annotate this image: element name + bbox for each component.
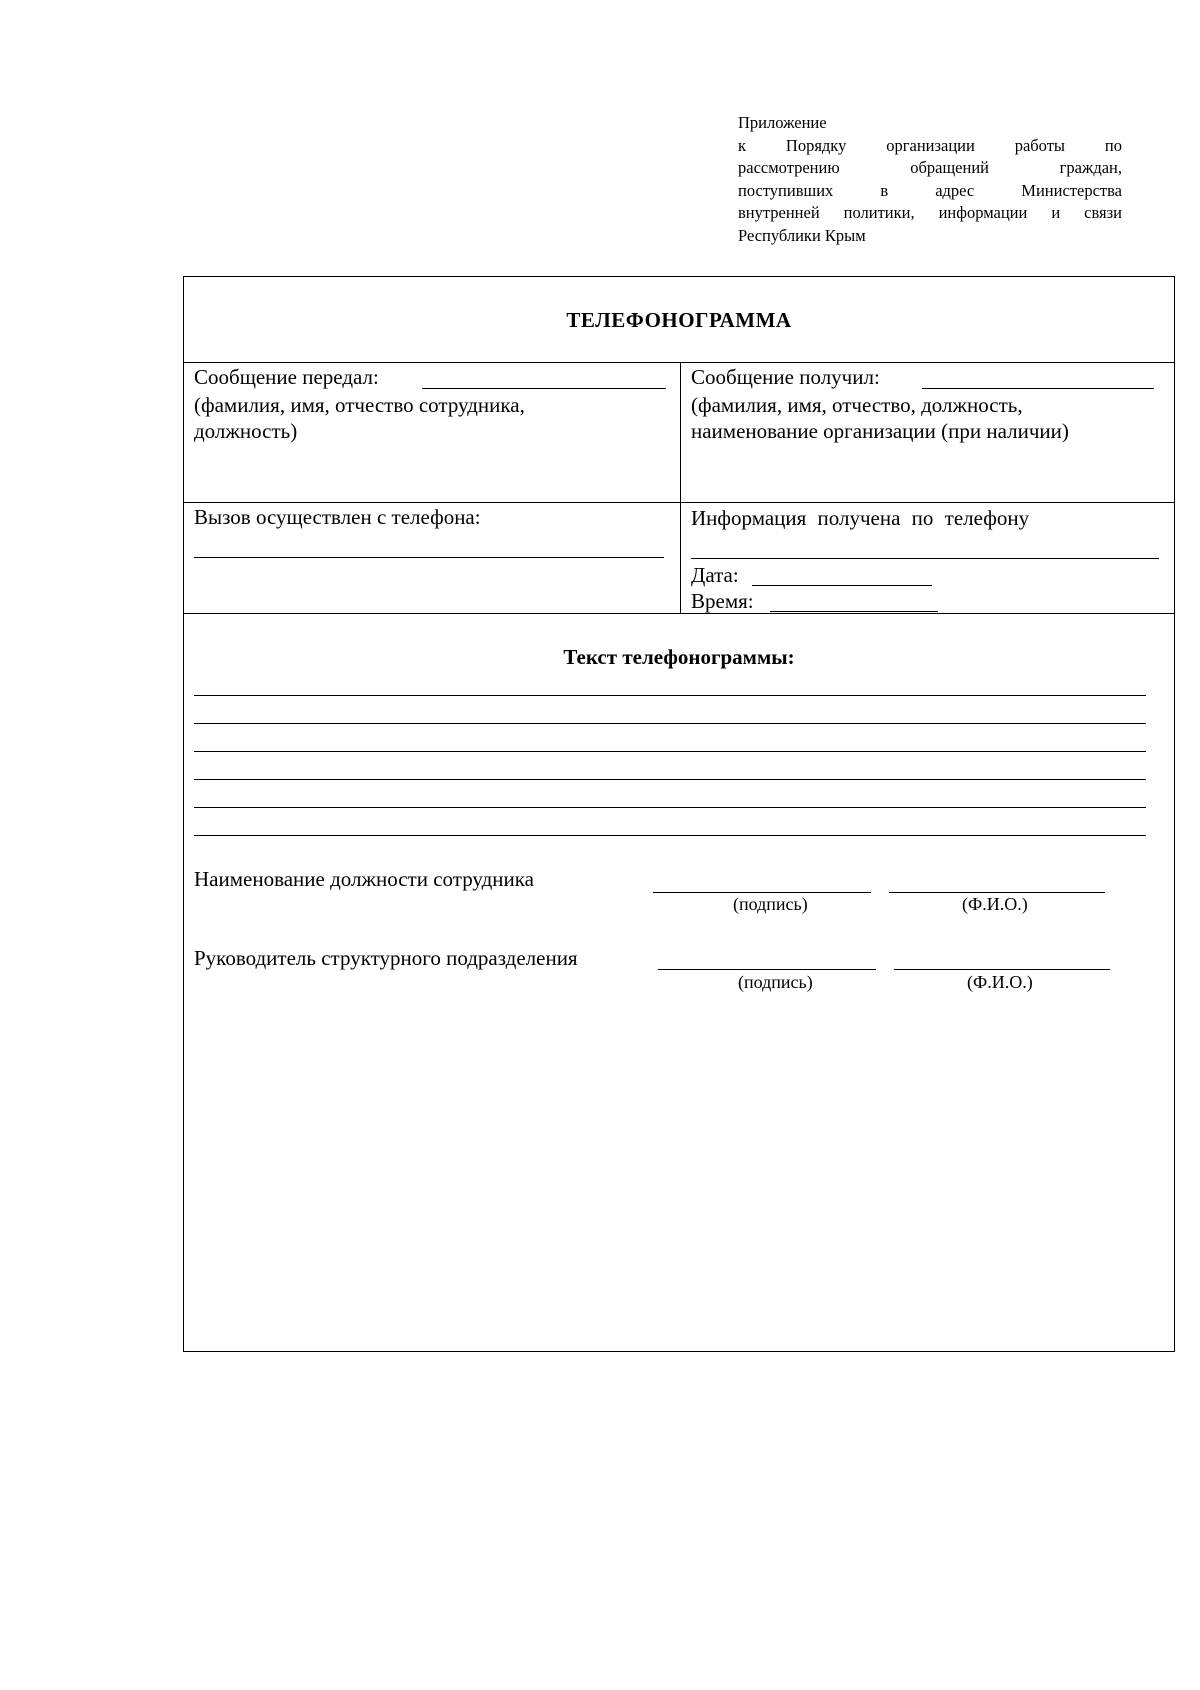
- receiver-hint: наименование организации (при наличии): [691, 419, 1069, 443]
- receiver-label: Сообщение получил:: [691, 365, 880, 389]
- call-from-label: Вызов осуществлен с телефона:: [194, 505, 481, 529]
- signature2-sign-line[interactable]: [658, 969, 876, 970]
- signature1-sign-line[interactable]: [653, 892, 871, 893]
- signature1-name-line[interactable]: [889, 892, 1105, 893]
- text-input-line[interactable]: [194, 835, 1146, 836]
- text-input-line[interactable]: [194, 779, 1146, 780]
- sender-input-line[interactable]: [422, 388, 666, 389]
- time-label: Время:: [691, 589, 754, 613]
- sender-label: Сообщение передал:: [194, 365, 379, 389]
- time-input-line[interactable]: [770, 611, 938, 612]
- text-input-line[interactable]: [194, 807, 1146, 808]
- signature2-name-caption: (Ф.И.О.): [967, 972, 1033, 992]
- signature1-label: Наименование должности сотрудника: [194, 867, 534, 891]
- text-input-line[interactable]: [194, 751, 1146, 752]
- signature2-label: Руководитель структурного подразделения: [194, 946, 578, 970]
- text-input-line[interactable]: [194, 723, 1146, 724]
- call-from-input-line[interactable]: [194, 557, 664, 558]
- table-divider: [183, 502, 1175, 503]
- appendix-line: к Порядку организации работы по: [738, 135, 1122, 155]
- column-divider: [680, 362, 681, 613]
- text-input-line[interactable]: [194, 695, 1146, 696]
- signature2-name-line[interactable]: [894, 969, 1110, 970]
- appendix-line: рассмотрению обращений граждан,: [738, 158, 1122, 177]
- receiver-input-line[interactable]: [922, 388, 1154, 389]
- appendix-line: внутренней политики, информации и связи: [738, 203, 1122, 222]
- text-section-title: Текст телефонограммы:: [563, 645, 795, 669]
- signature2-sign-caption: (подпись): [738, 972, 813, 992]
- appendix-line: Приложение: [738, 113, 827, 132]
- info-phone-input-line[interactable]: [691, 558, 1159, 559]
- form-title: ТЕЛЕФОНОГРАММА: [566, 308, 792, 332]
- table-divider: [183, 362, 1175, 363]
- signature1-name-caption: (Ф.И.О.): [962, 894, 1028, 914]
- signature1-sign-caption: (подпись): [733, 894, 808, 914]
- table-divider: [183, 613, 1175, 614]
- date-input-line[interactable]: [752, 585, 932, 586]
- receiver-hint: (фамилия, имя, отчество, должность,: [691, 393, 1023, 417]
- sender-hint: (фамилия, имя, отчество сотрудника,: [194, 393, 525, 417]
- appendix-line: поступивших в адрес Министерства: [738, 180, 1122, 200]
- date-label: Дата:: [691, 563, 739, 587]
- sender-hint: должность): [194, 419, 298, 443]
- info-label: Информация получена по телефону: [691, 506, 1030, 530]
- appendix-line: Республики Крым: [738, 225, 866, 245]
- appendix-header: [738, 112, 1122, 247]
